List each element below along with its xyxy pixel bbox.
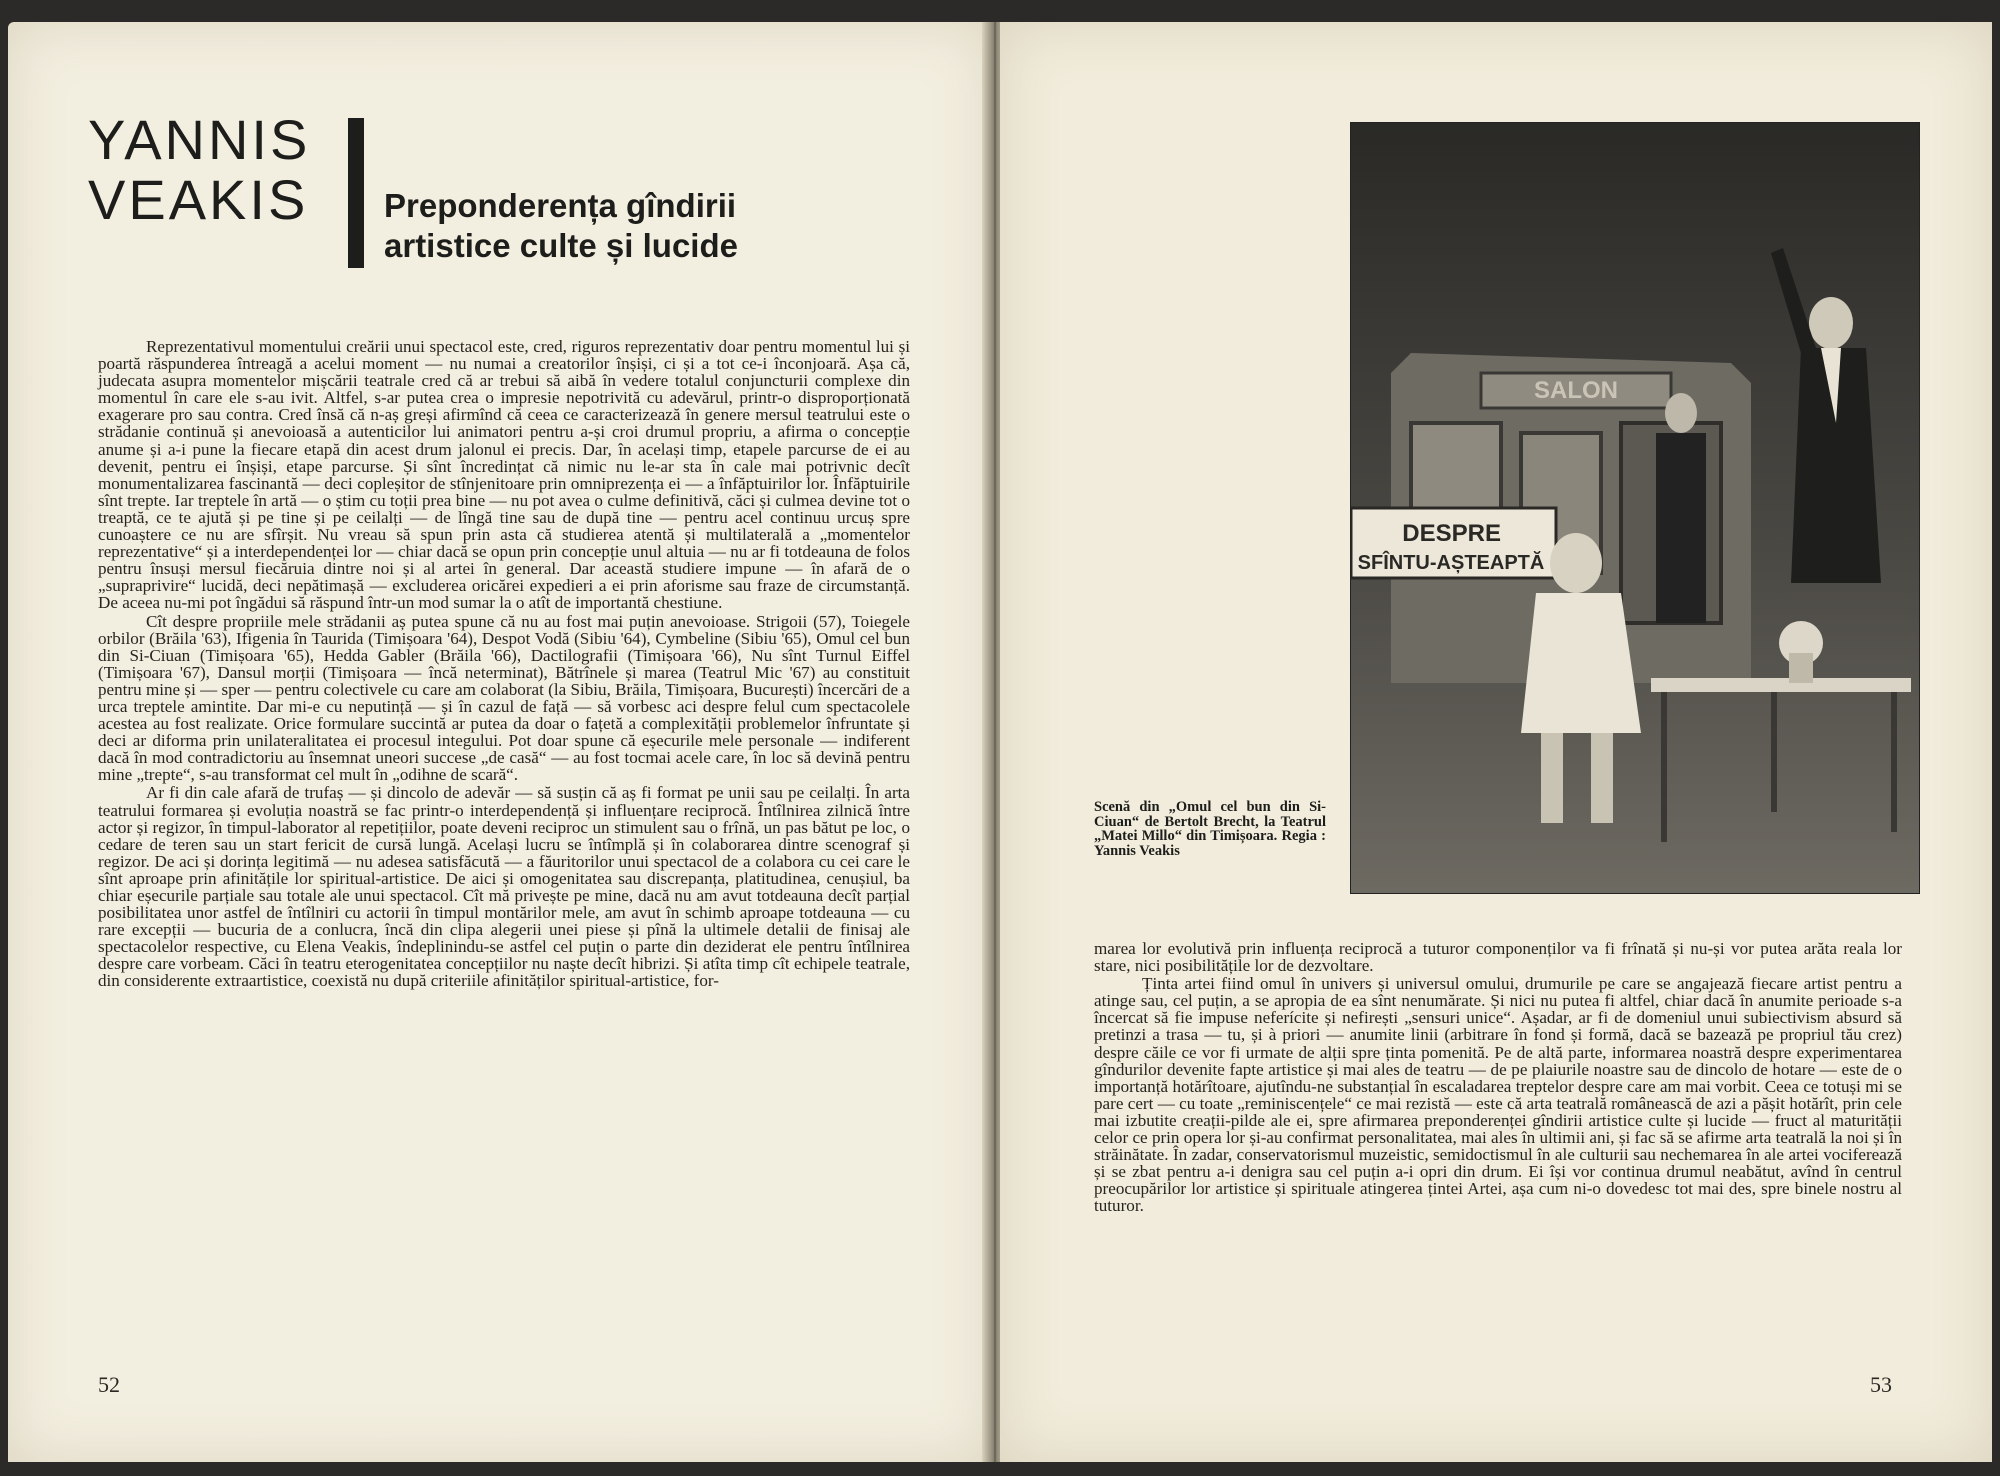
- article-title-line-1: Preponderența gîndirii: [384, 187, 737, 224]
- photo-caption: Scenă din „Omul cel bun din Si-Ciuan“ de Bertolt Brecht, la Teatrul „Matei Millo“ din Timișoara. Regia : Yannis Veakis: [1094, 799, 1326, 859]
- paragraph: Cît despre propriile mele strădanii aș putea spune că nu au fost mai puțin anevoioase. Strigoii (57), Toiegele orbilor (Brăila '63), Ifigenia în Taurida (Timișoara '64), Despot Vodă (Sibiu '64), Cymbeline (Sibiu '65), Omul cel bun din Si-Ciuan (Timișoara '65), Hedda Gabler (Brăila '66), Dactilografii (Timișoara '66), Nu sînt Turnul Eiffel (Timișoara '67), Dansul morții (Timișoara — încă neterminat), Bătrînele și marea (Teatrul Mic '67) au constituit pentru mine și — sper — pentru colectivele cu care am colaborat (la Sibiu, Brăila, Timișoara, București) încercări de a urca treptele amintite. Dar mi-e cu neputință — și în cazul de față — să vorbesc aci despre felul cum spectacolele acestea au fost realizate. Orice formulare succintă ar putea da doar o fațetă a complexității problemelor înfruntate și deci ar diforma prin unilateralitatea ei procesul integului. Pot doar spune că eșecurile mele personale — indiferent dacă în mod contradictoriu au însemnat uneori succese „de casă“ — au fost tocmai acele care, în loc să devină pentru mine „trepte“, s-au transformat cel mult în „odihne de scară“.: [98, 611, 910, 785]
- paragraph: Ar fi din cale afară de trufaș — și dincolo de adevăr — să susțin că aș fi format pe unii sau pe ceilalți. În arta teatrului formarea și evoluția noastră se fac printr-o interdependență și influențare reciprocă. Întîlnirea zilnică între actor și regizor, în timpul-laborator al repetițiilor, poate deveni reciproc un stimulent sau o frînă, un pas bătut pe loc, o cedare de teren sau un start fericit de cursă lungă. Același lucru se întîmplă și în colaborarea dintre scenograf și regizor. De aci și dorința legitimă — nu adesea satisfăcută — a făuritorilor unui spectacol de a colabora cu cei care le sînt aproape prin afinitățile lor spiritual-artistice. De aici și omogenitatea sau discrepanța, platitudinea, cenușiul, ba chiar eșecurile parțiale sau totale ale unui spectacol. Cît mă privește pe mine, dacă nu am avut totdeauna decît parțial posibilitatea unor astfel de întîlniri cu actorii în timpul montărilor mele, am avut în schimb aproape totdeauna — cu rare excepții — bucuria de a conlucra, încă din clipa alegerii unei piese și pînă la ultimele detalii de finisaj ale spectacolelor respective, cu Elena Veakis, îndeplinindu-se astfel cel puțin o parte din deziderat ele pentru întîlnirea despre care vorbeam. Căci în teatru eterogenitatea concepțiilor nu naște decît hibrizi. Și atîta timp cît echipele teatrale, din considerente extraartistice, coexistă nu după criteriile afinităților spiritual-artistice, for-: [98, 783, 910, 991]
- title-rule-bar: [348, 118, 364, 268]
- paragraph: marea lor evolutivă prin influența reciprocă a tuturor componenților va fi frînată și nu-și vor putea arăta reala lor stare, nici posibilitățile lor de dezvoltare.: [1094, 939, 1902, 976]
- paragraph: Ținta artei fiind omul în univers și universul omului, drumurile pe care se angajează fiecare artist pentru a atinge sau, cel puțin, a se apropia de ea sînt nenumărate. Și nici nu putea fi altfel, chiar dacă în anumite perioade s-a încercat să fie impuse neferícite și nefirești „sensuri unice“. Așadar, ar fi de domeniul unui subiectivism absurd să pretinzi a trasa — tu, și à priori — anumite linii (arbitrare în fond și formă, dacă se bazează pe propriul tău crez) despre căile ce vor fi urmate de alții spre ținta pomenită. Pe de altă parte, informarea noastră despre experimentarea gîndurilor devenite fapte artistice și mai ales de teatru — de pe plaiurile noastre sau de dincolo de hotare — este de o importanță hotărîtoare, ajutîndu-ne substanțial în escaladarea treptelor despre care am mai vorbit. Ceea ce totuși mi se pare cert — cu toate „reminiscențele“ ce mai rezistă — este că arta teatrală românească de azi a pășit hotărît, prin cele mai izbutite creații-pilde ale ei, spre afirmarea preponderenței gîndirii artistice culte și lucide — fruct al maturității celor ce prin opera lor și-au confirmat personalitatea, mai ales în ultimii ani, și fac să se afirme arta teatrală la noi și în străinătate. În zadar, conservatorismul muzeistic, semidoctismul în ale culturii sau nechemarea în ale artei vociferează și se zbat pentru a-i denigra sau cel puțin a-i opri din drum. Ei își vor continua drumul neabătut, avînd în centrul preocupărilor lor artistice și spirituale atingerea țintei Artei, așa cum ni-o dovedesc tot mai des, spre binele nostru al tuturor.: [1094, 974, 1902, 1216]
- page-number-left: 52: [98, 1372, 120, 1397]
- paragraph: Reprezentativul momentului creării unui spectacol este, cred, riguros reprezentativ doar pentru momentul lui și poartă răspunderea întreagă a acelui moment — nu numai a creatorilor înșiși, ci și a tot ce-i înconjoară. Așa că, judecata asupra momentelor mișcării teatrale cred că ar trebui să aibă în vedere totalul conjuncturii complexe din momentul în care ele s-au ivit. Altfel, s-ar putea crea o impresie nepotrivită cu adevărul, printr-o disproporționată exagerare pro sau contra. Cred însă că n-aș greși afirmînd că ceea ce caracterizează în genere mersul teatrului este o strădanie continuă și anevoioasă a autenticilor lui animatori pentru a-și croi drumul propriu, a afirma o concepție anume și a-i pune la fiecare etapă din acest drum jalonul ei precis. Dar, în același timp, etapele parcurse de ei au devenit, pentru ei înșiși, etape parcurse. Și sînt încredințat că nimic nu le-ar sta în cale mai potrivnic decît monumentalizarea fascinantă — deci copleșitor de stînjenitoare prin omniprezența ei — a înfăptuirilor lor. Înfăptuirile sînt trepte. Iar treptele în artă — o știm cu toții prea bine — nu pot avea o culme definitivă, căci și culmea devine tot o treaptă, ce te ajută și pe tine și pe ceilalți — de lîngă tine sau de după tine — pentru acel continuu urcuș spre cunoaștere ce nu are sfîrșit. Nu vreau să spun prin asta că studierea atentă și multilaterală a „momentelor reprezentative“ și a interdependenței lor — chiar dacă se opun prin concepție unul altuia — nu ar fi totdeauna de folos pentru însuși mersul fiecăruia dintre noi și al artei în general. Dar această studiere impune — în afară de o „supraprivire“ lucidă, deci nepătimașă — excluderea oricărei expedieri a ei prin aforisme sau fraze de circumstanță. De aceea nu-mi pot îngădui să răspund într-un mod sumar la o atît de importantă chestiune.: [98, 337, 910, 613]
- play-sign-line-2: SFÎNTU-AȘTEAPTĂ: [1357, 552, 1545, 574]
- page-number-right: 53: [1870, 1372, 1892, 1397]
- author-first-name: YANNIS: [88, 108, 311, 171]
- article-title-line-2: artistice culte și lucide: [384, 227, 738, 264]
- author-last-name: VEAKIS: [88, 168, 309, 231]
- right-text-column: [1094, 940, 1902, 1215]
- theatre-scene-photo: [1350, 122, 1920, 894]
- left-text-column: [98, 338, 910, 990]
- article-title: [384, 186, 844, 266]
- scene-photo-graphic: [1351, 123, 1919, 893]
- play-sign-line-1: DESPRE: [1402, 520, 1501, 547]
- author-name: [88, 110, 310, 230]
- salon-sign-text: SALON: [1534, 377, 1618, 404]
